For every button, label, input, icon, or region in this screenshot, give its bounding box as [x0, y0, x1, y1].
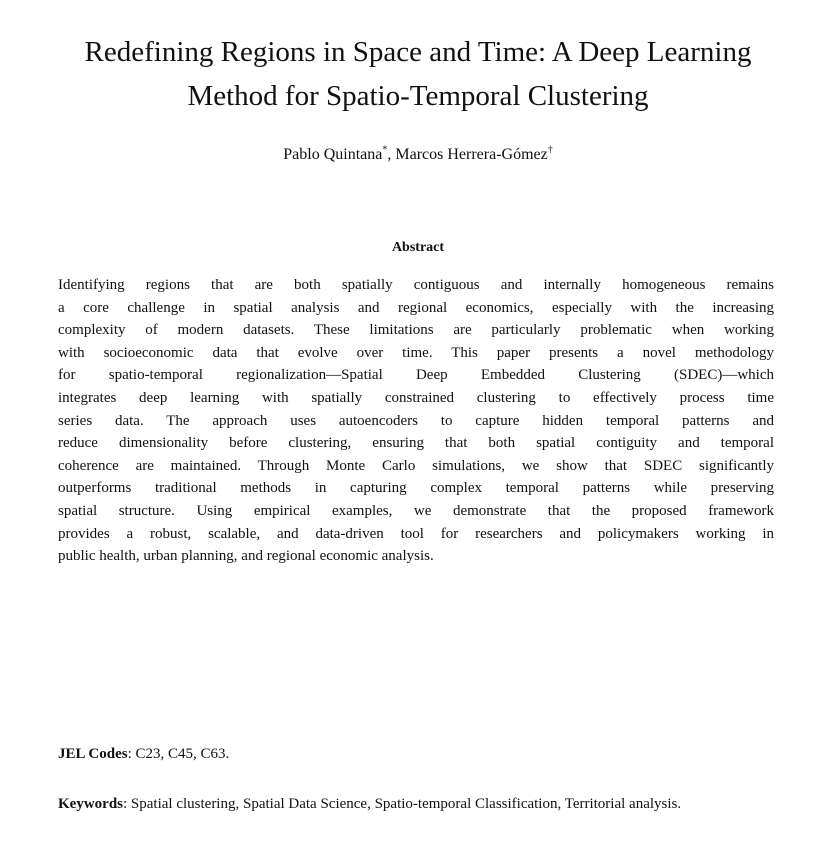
keywords	[58, 793, 778, 816]
abstract-line: Identifying regions that are both spatially contiguous and internally homogeneous remains	[58, 277, 774, 293]
keywords-value: : Spatial clustering, Spatial Data Science, Spatio-temporal Classification, Territorial analysis.	[123, 796, 682, 812]
paper-title-line-1: Redefining Regions in Space and Time: A Deep Learning	[84, 36, 752, 68]
abstract-line: outperforms traditional methods in capturing complex temporal patterns while preserving	[58, 480, 774, 497]
abstract-line: integrates deep learning with spatially constrained clustering to effectively process time	[58, 389, 774, 406]
abstract-line: with socioeconomic data that evolve over time. This paper presents a novel methodology	[58, 344, 774, 361]
author-name-1: Pablo Quintana	[283, 146, 383, 163]
abstract-body	[58, 274, 774, 568]
abstract-line: series data. The approach uses autoencoders to capture hidden temporal patterns and	[58, 412, 774, 429]
author-separator: ,	[387, 146, 396, 163]
abstract-line: spatial structure. Using empirical examples, we demonstrate that the proposed framework	[58, 502, 774, 519]
jel-codes-value: : C23, C45, C63.	[127, 746, 230, 762]
abstract-line: for spatio-temporal regionalization—Spatial Deep Embedded Clustering (SDEC)—which	[58, 367, 774, 384]
author-name-2: Marcos Herrera-Gómez	[395, 146, 548, 163]
keywords-label: Keywords	[58, 796, 123, 812]
abstract-heading: Abstract	[391, 240, 445, 255]
abstract-line: coherence are maintained. Through Monte Carlo simulations, we show that SDEC significantly	[58, 457, 774, 474]
abstract-line: a core challenge in spatial analysis and regional economics, especially with the increasing	[58, 299, 774, 316]
author-footnote-mark-1: *	[382, 144, 388, 156]
abstract-line: complexity of modern datasets. These limitations are particularly problematic when working	[58, 322, 774, 339]
abstract-line: reduce dimensionality before clustering, ensuring that both spatial contiguity and temporal	[58, 435, 774, 452]
jel-codes-label: JEL Codes	[58, 746, 128, 762]
abstract-line: public health, urban planning, and regional economic analysis.	[58, 548, 434, 565]
paper-title-line-2: Method for Spatio-Temporal Clustering	[187, 80, 649, 112]
jel-codes	[58, 743, 229, 765]
author-footnote-mark-2: †	[547, 144, 553, 156]
author-list	[20, 144, 816, 166]
abstract-line: provides a robust, scalable, and data-driven tool for researchers and policymakers working in	[58, 525, 774, 542]
paper-title	[20, 30, 816, 118]
